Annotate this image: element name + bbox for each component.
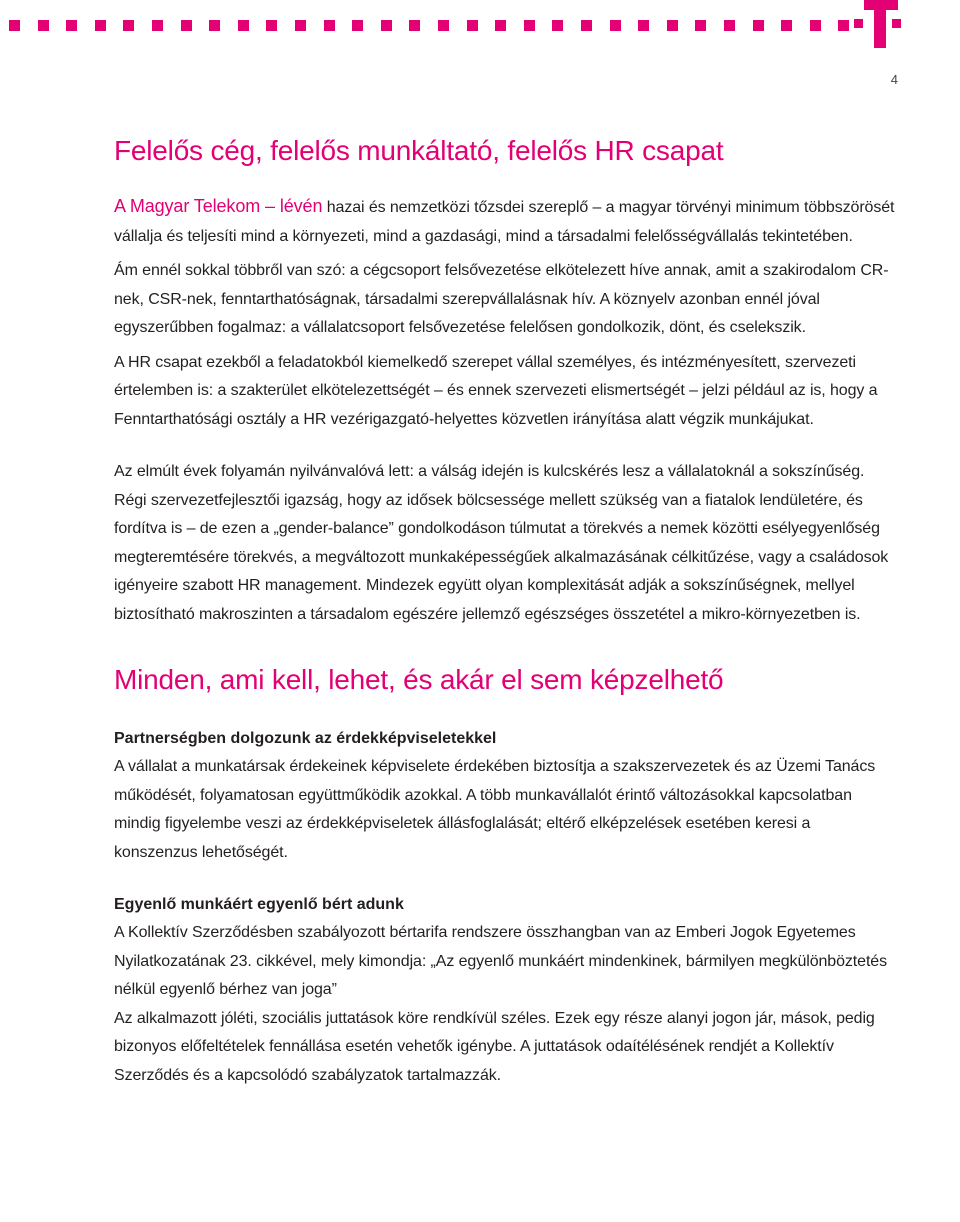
header-dot xyxy=(409,20,420,31)
header-dot xyxy=(209,20,220,31)
paragraph: A HR csapat ezekből a feladatokból kiemelkedő szerepet vállal személyes, és intézményesített, szervezeti értelemben is: a szakterület elkötelezettségét – és ennek szervezeti elismertségét – jelzi például az is, hogy a Fenntarthatósági osztály a HR vezérigazgató-helyettes közvetlen irányítása alatt végzik munkájukat. xyxy=(114,353,878,428)
paragraph: A Kollektív Szerződésben szabályozott bértarifa rendszere összhangban van az Emberi Jogok Egyetemes Nyilatkozatának 23. cikkével, mely kimondja: „Az egyenlő munkáért mindenkinek, bármilyen megkülönböztetés nélkül egyenlő bérhez van joga” xyxy=(114,924,887,998)
header-dot xyxy=(123,20,134,31)
header-dot xyxy=(753,20,764,31)
header-dot xyxy=(38,20,49,31)
header-dot xyxy=(838,20,849,31)
header-dot xyxy=(152,20,163,31)
header-dot xyxy=(266,20,277,31)
header-dot-strip xyxy=(0,20,860,34)
paragraph: Az elmúlt évek folyamán nyilvánvalóvá lett: a válság idején is kulcskérés lesz a vállalatoknál a sokszínűség. Régi szervezetfejlesztői igazság, hogy az idősek bölcsessége mellett szükség van a fiatalok lendületére, és fordítva is – de ezen a „gender-balance” gondolkodáson túlmutat a törekvés a nemek közötti esélyegyenlőség megteremtésére törekvés, a megváltozott munkaképességűek alkalmazásának célkitűzése, vagy a családosok igényeire szabott HR management. Mindezek együtt olyan komplexitását adják a sokszínűségnek, mellyel biztosítható makroszinten a társadalom egészére jellemző egészséges összetétel a mikro-környezetben is. xyxy=(114,463,889,623)
header-dot xyxy=(695,20,706,31)
header-dot xyxy=(9,20,20,31)
header-dot xyxy=(810,20,821,31)
subsection-heading: Partnerségben dolgozunk az érdekképviseletekkel xyxy=(114,730,497,747)
intro-lead: A Magyar Telekom – lévén xyxy=(114,196,323,216)
header-dot xyxy=(66,20,77,31)
paragraph: A vállalat a munkatársak érdekeinek képviselete érdekében biztosítja a szakszervezetek és az Üzemi Tanács működését, folyamatosan együttműködik azokkal. A több munkavállalót érintő változásokkal kapcsolatban mindig figyelembe veszi az érdekképviseletek állásfoglalását; eltérő elképzelések esetében keresi a konszenzus lehetőségét. xyxy=(114,758,876,861)
header-dot xyxy=(781,20,792,31)
section-title: Felelős cég, felelős munkáltató, felelős HR csapat xyxy=(114,135,724,166)
page-number: 4 xyxy=(890,72,898,87)
header-dot xyxy=(581,20,592,31)
header-dot xyxy=(352,20,363,31)
header-dot xyxy=(724,20,735,31)
header-dot xyxy=(524,20,535,31)
telekom-t-logo-icon xyxy=(862,0,902,48)
header-dot xyxy=(324,20,335,31)
header-dot xyxy=(552,20,563,31)
header-dot xyxy=(638,20,649,31)
header-dot xyxy=(667,20,678,31)
header-dot xyxy=(295,20,306,31)
intro-paragraph xyxy=(114,192,896,251)
subsection-heading: Egyenlő munkáért egyenlő bért adunk xyxy=(114,896,404,913)
paragraph: Az alkalmazott jóléti, szociális juttatások köre rendkívül széles. Ezek egy része alanyi jogon jár, mások, pedig bizonyos előfeltételek fennállása esetén vehetők igénybe. A juttatások odaítélésének rendjét a Kollektív Szerződés és a kapcsolódó szabályzatok tartalmazzák. xyxy=(114,1009,875,1084)
header-dot xyxy=(238,20,249,31)
header-dot xyxy=(610,20,621,31)
header-dot xyxy=(495,20,506,31)
header-dot xyxy=(181,20,192,31)
header-dot xyxy=(438,20,449,31)
section-title: Minden, ami kell, lehet, és akár el sem képzelhető xyxy=(114,664,724,695)
header-dot xyxy=(381,20,392,31)
intro-text: hazai és nemzetközi tőzsdei szereplő – a magyar törvényi minimum többszörösét vállalja és teljesíti mind a környezeti, mind a gazdasági, mind a társadalmi felelősségvállalás tekintetében. xyxy=(114,199,895,245)
header-dot xyxy=(467,20,478,31)
paragraph: Ám ennél sokkal többről van szó: a cégcsoport felsővezetése elkötelezett híve annak, amit a szakirodalom CR-nek, CSR-nek, fenntarthatóságnak, társadalmi szerepvállalásnak hív. A köznyelv azonban ennél jóval egyszerűbben fogalmaz: a vállalatcsoport felsővezetése felelősen gondolkozik, dönt, és cselekszik. xyxy=(114,262,889,336)
page-content xyxy=(114,130,896,1090)
header-dot xyxy=(95,20,106,31)
